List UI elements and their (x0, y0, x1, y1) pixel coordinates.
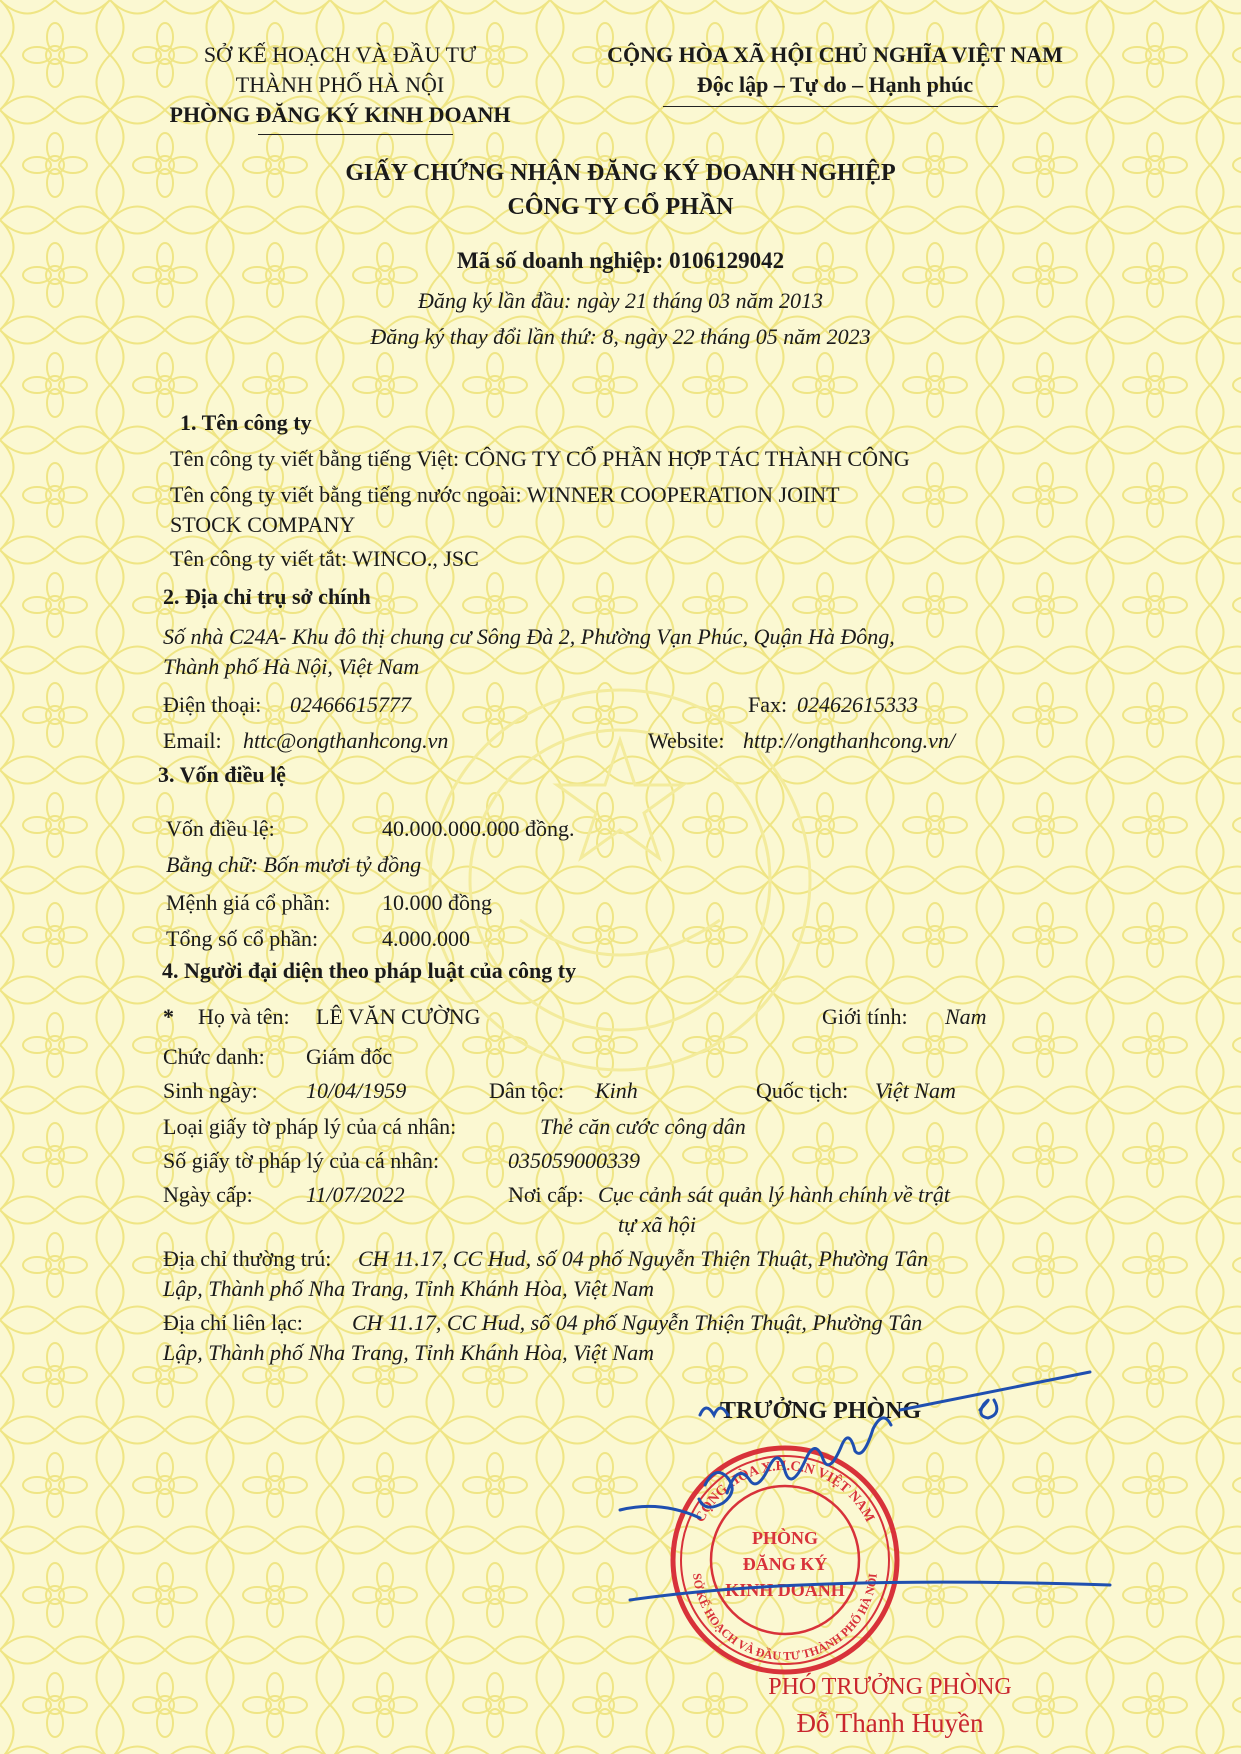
doc-subtitle: CÔNG TY CỔ PHẦN (507, 194, 734, 220)
permanent-address-line2: Lập, Thành phố Nha Trang, Tỉnh Khánh Hòa, Việt Nam (163, 1276, 654, 1301)
website-label: Website: (648, 728, 725, 753)
issue-date-label: Ngày cấp: (163, 1182, 253, 1207)
company-short-name: Tên công ty viết tắt: WINCO., JSC (170, 546, 479, 571)
handwritten-signature (600, 1360, 1120, 1630)
change-registration: Đăng ký thay đổi lần thứ: 8, ngày 22 tháng 05 năm 2023 (370, 324, 871, 349)
fax-value: 02462615333 (797, 692, 918, 717)
contact-address-line1: CH 11.17, CC Hud, số 04 phố Nguyễn Thiện Thuật, Phường Tân (352, 1310, 923, 1335)
issue-place-line2: tự xã hội (618, 1212, 696, 1237)
representative-name: LÊ VĂN CƯỜNG (316, 1004, 481, 1029)
capital-value: 40.000.000.000 đồng. (382, 816, 575, 841)
id-doc-type-label: Loại giấy tờ pháp lý của cá nhân: (163, 1114, 457, 1139)
id-doc-number-label: Số giấy tờ pháp lý của cá nhân: (163, 1148, 440, 1173)
stamp-ring-top: CỘNG HÒA X.H.C.N VIỆT NAM (693, 1458, 877, 1525)
company-name-vn: Tên công ty viết bằng tiếng Việt: CÔNG TY CỔ PHẦN HỢP TÁC THÀNH CÔNG (170, 446, 910, 471)
header-office: PHÒNG ĐĂNG KÝ KINH DOANH (169, 102, 511, 127)
email-value: httc@ongthanhcong.vn (243, 728, 449, 753)
id-doc-type: Thẻ căn cước công dân (540, 1114, 746, 1139)
header-ministry: SỞ KẾ HOẠCH VÀ ĐẦU TƯ (203, 42, 477, 67)
email-label: Email: (163, 728, 222, 753)
total-shares: 4.000.000 (382, 926, 470, 951)
fax-label: Fax: (748, 692, 788, 717)
contact-address-label: Địa chỉ liên lạc: (163, 1310, 303, 1335)
ethnicity-label: Dân tộc: (489, 1078, 565, 1103)
position-label: Chức danh: (163, 1044, 265, 1069)
section1-heading: 1. Tên công ty (180, 410, 312, 435)
stamp-ring-bottom: SỞ KẾ HOẠCH VÀ ĐẦU TƯ THÀNH PHỐ HÀ NỘI (690, 1572, 880, 1664)
issue-date: 11/07/2022 (306, 1182, 405, 1207)
header-right-underline (663, 106, 998, 107)
capital-label: Vốn điều lệ: (166, 816, 275, 841)
stamp-center-line3: KINH DOANH (725, 1580, 845, 1600)
phone-label: Điện thoại: (163, 692, 262, 717)
issue-place-label: Nơi cấp: (508, 1182, 584, 1207)
issue-place-line1: Cục cảnh sát quản lý hành chính về trật (598, 1182, 950, 1207)
head-office-address-line2: Thành phố Hà Nội, Việt Nam (163, 654, 420, 679)
deputy-head-title: PHÓ TRƯỞNG PHÒNG (768, 1674, 1012, 1700)
signer-name: Đỗ Thanh Huyền (796, 1708, 984, 1738)
section2-heading: 2. Địa chỉ trụ sở chính (163, 584, 371, 609)
par-value-label: Mệnh giá cổ phần: (166, 890, 331, 915)
first-registration: Đăng ký lần đầu: ngày 21 tháng 03 năm 2013 (417, 288, 824, 313)
company-name-foreign-line1: Tên công ty viết bằng tiếng nước ngoài: WINNER COOPERATION JOINT (170, 482, 840, 507)
permanent-address-label: Địa chỉ thường trú: (163, 1246, 332, 1271)
gender-value: Nam (945, 1004, 987, 1029)
website-value: http://ongthanhcong.vn/ (743, 728, 956, 753)
stamp-center-line2: ĐĂNG KÝ (742, 1554, 828, 1574)
gender-label: Giới tính: (822, 1004, 908, 1029)
dob-value: 10/04/1959 (306, 1078, 407, 1103)
total-shares-label: Tổng số cổ phần: (166, 926, 319, 951)
contact-address-line2: Lập, Thành phố Nha Trang, Tỉnh Khánh Hòa, Việt Nam (163, 1340, 654, 1365)
capital-in-words: Bằng chữ: Bốn mươi tỷ đồng (166, 852, 422, 877)
id-doc-number: 035059000339 (508, 1148, 640, 1173)
head-office-address-line1: Số nhà C24A- Khu đô thị chung cư Sông Đà 2, Phường Vạn Phúc, Quận Hà Đông, (163, 624, 895, 649)
bullet: * (163, 1004, 174, 1029)
ethnicity-value: Kinh (595, 1078, 638, 1103)
header-republic: CỘNG HÒA XÃ HỘI CHỦ NGHĨA VIỆT NAM (607, 42, 1063, 67)
phone-value: 02466615777 (290, 692, 411, 717)
doc-title: GIẤY CHỨNG NHẬN ĐĂNG KÝ DOANH NGHIỆP (345, 160, 896, 186)
permanent-address-line1: CH 11.17, CC Hud, số 04 phố Nguyễn Thiện Thuật, Phường Tân (358, 1246, 929, 1271)
nationality-value: Việt Nam (875, 1078, 956, 1103)
header-left-underline (258, 134, 453, 135)
enterprise-code: Mã số doanh nghiệp: 0106129042 (456, 248, 785, 273)
section4-heading: 4. Người đại diện theo pháp luật của công ty (162, 958, 577, 983)
company-name-foreign-line2: STOCK COMPANY (170, 512, 356, 537)
head-of-office-title: TRƯỞNG PHÒNG (720, 1398, 922, 1424)
position-value: Giám đốc (306, 1044, 393, 1069)
par-value: 10.000 đồng (382, 890, 492, 915)
header-motto: Độc lập – Tự do – Hạnh phúc (696, 72, 974, 97)
stamp-center-line1: PHÒNG (752, 1528, 818, 1548)
section3-heading: 3. Vốn điều lệ (158, 762, 286, 787)
nationality-label: Quốc tịch: (756, 1078, 849, 1103)
header-city: THÀNH PHỐ HÀ NỘI (235, 72, 445, 97)
dob-label: Sinh ngày: (163, 1078, 258, 1103)
name-label: Họ và tên: (198, 1004, 290, 1029)
